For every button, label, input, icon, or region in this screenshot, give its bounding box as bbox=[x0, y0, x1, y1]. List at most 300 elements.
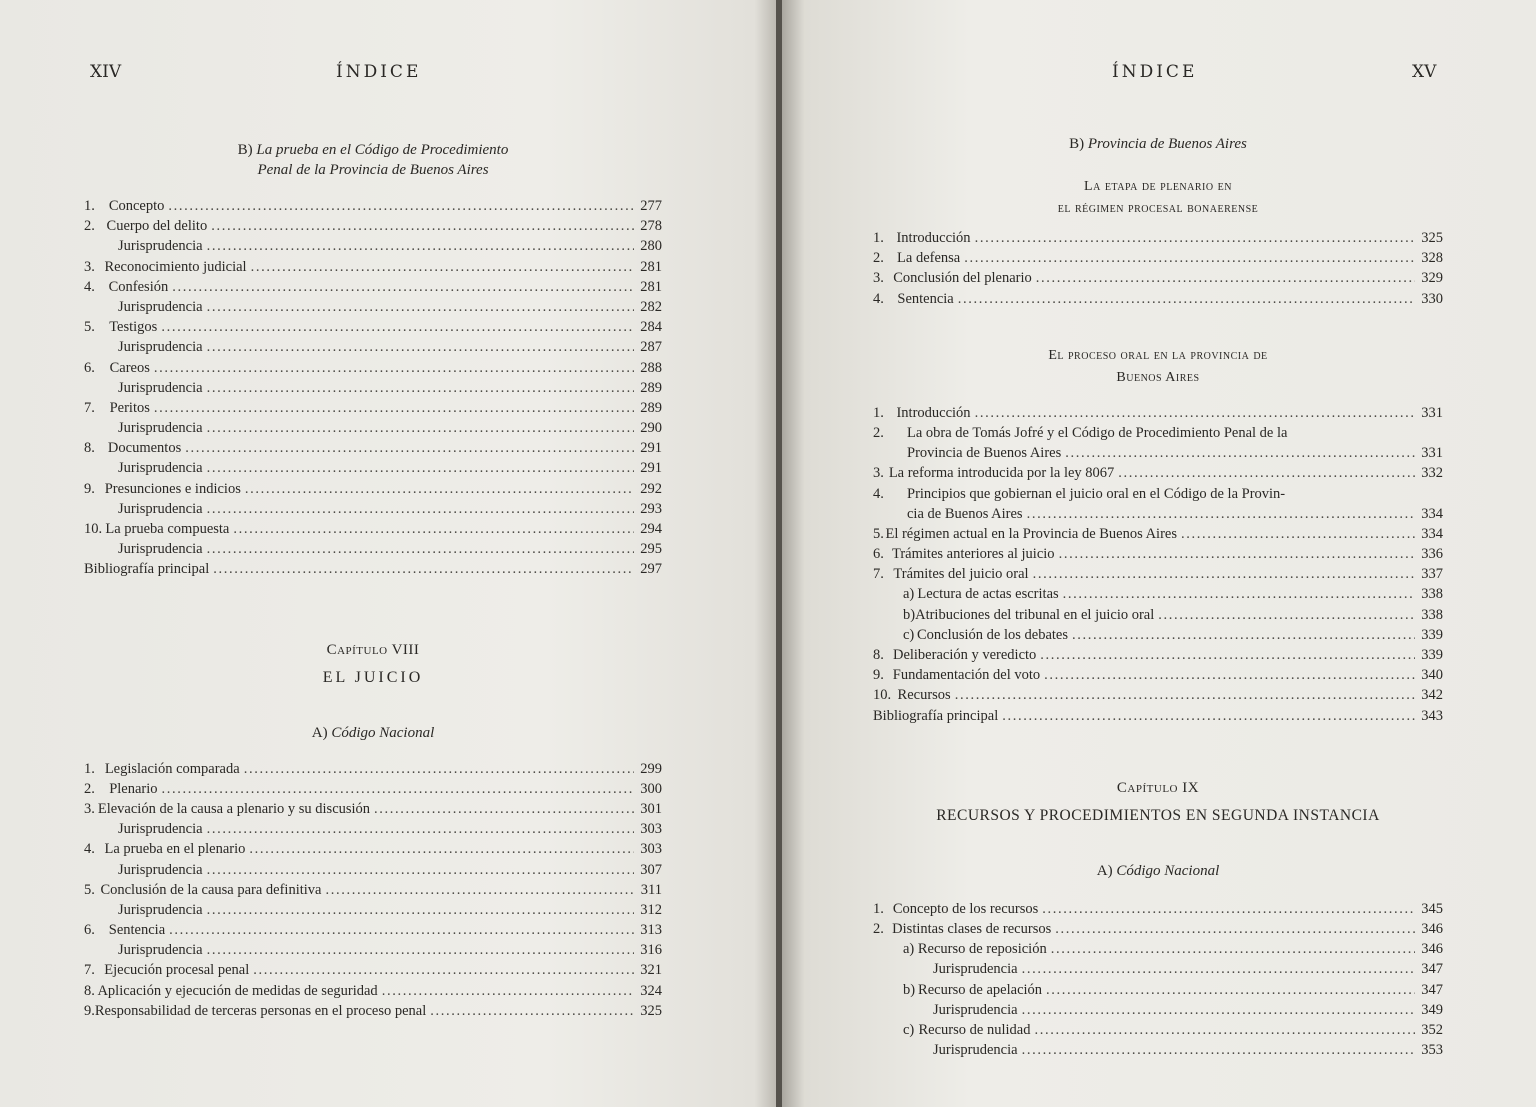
toc-entry-number: 8. bbox=[873, 647, 884, 663]
toc-entry-text: Ejecución procesal penal bbox=[104, 962, 250, 979]
toc-entry-page: 328 bbox=[1421, 250, 1443, 267]
toc-entry-text: Legislación comparada bbox=[104, 760, 240, 777]
toc-entry-text: Jurisprudencia bbox=[118, 460, 203, 477]
toc-entry-number: 9. bbox=[873, 667, 884, 684]
toc-entry-page: 289 bbox=[640, 399, 662, 416]
toc-entry-page: 316 bbox=[640, 942, 662, 959]
toc-entry-text: Documentos bbox=[107, 440, 182, 457]
toc-entry-page: 281 bbox=[640, 258, 662, 275]
leader-dots bbox=[1072, 625, 1415, 645]
toc-entry-text: Jurisprudencia bbox=[118, 339, 203, 356]
toc-entry[interactable] bbox=[873, 919, 1443, 939]
plenario-title-line1: La etapa de plenario en bbox=[1084, 179, 1232, 194]
section-b-toc bbox=[84, 196, 662, 559]
leader-dots bbox=[1118, 463, 1415, 483]
toc-entry[interactable] bbox=[873, 403, 1443, 423]
toc-entry-text: La reforma introducida por la ley 8067 bbox=[888, 465, 1115, 482]
leader-dots bbox=[185, 438, 634, 458]
toc-entry-text: Plenario bbox=[109, 780, 158, 797]
oral-title-line2: Buenos Aires bbox=[1116, 369, 1200, 385]
section-a-toc bbox=[84, 759, 662, 1021]
toc-entry[interactable] bbox=[84, 519, 662, 539]
leader-dots bbox=[1022, 1040, 1415, 1060]
toc-entry[interactable] bbox=[84, 277, 662, 297]
leader-dots bbox=[1033, 564, 1415, 584]
chapter-ix-label: Capítulo IX bbox=[1116, 779, 1200, 796]
toc-entry-number: 5. bbox=[84, 881, 95, 898]
toc-entry-text: Sentencia bbox=[897, 290, 954, 307]
leader-dots bbox=[1059, 544, 1415, 564]
toc-entry[interactable] bbox=[84, 499, 662, 519]
left-running-head: ÍNDICE bbox=[336, 62, 422, 82]
toc-entry-text: Presunciones e indicios bbox=[104, 480, 241, 497]
plenario-title-line2: el régimen procesal bonaerense bbox=[1057, 201, 1259, 216]
toc-entry[interactable] bbox=[873, 1000, 1443, 1020]
toc-entry-page: 331 bbox=[1421, 404, 1443, 421]
toc-entry[interactable] bbox=[84, 960, 662, 980]
left-bibliography bbox=[84, 559, 662, 579]
toc-entry-number: 6. bbox=[873, 546, 884, 563]
toc-entry-number: 4. bbox=[873, 485, 884, 502]
leader-dots bbox=[955, 685, 1415, 705]
toc-entry-text: Conclusión de la causa para definitiva bbox=[100, 881, 322, 898]
toc-entry-number: 9. bbox=[84, 480, 95, 497]
toc-entry-number: b) bbox=[903, 981, 916, 998]
chapter-viii-label: Capítulo VIII bbox=[326, 641, 420, 658]
leader-dots bbox=[169, 920, 634, 940]
toc-entry[interactable] bbox=[84, 799, 662, 819]
toc-entry-page: 284 bbox=[640, 319, 662, 336]
toc-entry-page: 282 bbox=[640, 298, 662, 315]
leader-dots bbox=[233, 519, 634, 539]
leader-dots bbox=[1181, 524, 1415, 544]
leader-dots bbox=[207, 819, 634, 839]
leader-dots bbox=[207, 860, 634, 880]
toc-entry-text: Recurso de reposición bbox=[917, 941, 1047, 958]
toc-entry-text: La obra de Tomás Jofré y el Código de Procedimiento Penal de la bbox=[907, 424, 1288, 441]
toc-entry[interactable] bbox=[873, 1020, 1443, 1040]
toc-entry-number: 2. bbox=[84, 218, 95, 235]
right-section-b-label: B) bbox=[1069, 136, 1085, 152]
toc-entry-text: Careos bbox=[109, 359, 150, 376]
leader-dots bbox=[162, 779, 634, 799]
leader-dots bbox=[213, 559, 634, 579]
leader-dots bbox=[207, 458, 634, 478]
leader-dots bbox=[430, 1001, 634, 1021]
leader-dots bbox=[964, 248, 1415, 268]
toc-entry-page: 334 bbox=[1421, 505, 1443, 522]
toc-entry[interactable] bbox=[84, 257, 662, 277]
toc-entry-page: 347 bbox=[1421, 961, 1443, 978]
toc-entry-text: cia de Buenos Aires bbox=[907, 505, 1023, 522]
leader-dots bbox=[1027, 504, 1415, 524]
toc-entry[interactable] bbox=[84, 940, 662, 960]
toc-entry-text: Fundamentación del voto bbox=[892, 667, 1041, 684]
leader-dots bbox=[207, 236, 634, 256]
toc-entry-number: 6. bbox=[84, 922, 95, 939]
toc-entry-page: 294 bbox=[640, 521, 662, 537]
leader-dots bbox=[207, 378, 634, 398]
toc-entry-text: Confesión bbox=[108, 278, 169, 295]
toc-entry-number: a) bbox=[903, 941, 915, 958]
toc-entry-page: 277 bbox=[640, 198, 662, 214]
leader-dots bbox=[1036, 268, 1415, 288]
toc-entry-page: 345 bbox=[1421, 900, 1443, 917]
toc-entry[interactable] bbox=[873, 685, 1443, 705]
toc-entry-text: Principios que gobiernan el juicio oral en el Código de la Provin- bbox=[907, 485, 1286, 502]
toc-entry[interactable] bbox=[873, 504, 1443, 524]
leader-dots bbox=[1022, 1000, 1415, 1020]
toc-entry-page: 339 bbox=[1421, 647, 1443, 663]
oral-toc bbox=[873, 403, 1443, 706]
toc-entry-page: 291 bbox=[640, 440, 662, 457]
toc-entry-page: 337 bbox=[1421, 566, 1443, 583]
leader-dots bbox=[1022, 959, 1415, 979]
toc-entry-text: Concepto de los recursos bbox=[892, 900, 1039, 917]
toc-entry[interactable] bbox=[873, 939, 1443, 959]
toc-entry-text: Aplicación y ejecución de medidas de seguridad bbox=[97, 982, 378, 999]
toc-entry-page: 343 bbox=[1421, 707, 1443, 724]
toc-entry-page: 330 bbox=[1421, 290, 1443, 307]
leader-dots bbox=[245, 479, 634, 499]
leader-dots bbox=[244, 759, 634, 779]
toc-entry-page: 307 bbox=[640, 861, 662, 878]
toc-entry-number: 2. bbox=[84, 780, 95, 797]
toc-entry-page: 342 bbox=[1421, 687, 1443, 704]
toc-entry-text: La prueba compuesta bbox=[105, 521, 230, 537]
toc-entry[interactable] bbox=[84, 398, 662, 418]
toc-entry-page: 311 bbox=[640, 881, 662, 898]
toc-entry-number: 1. bbox=[873, 404, 884, 421]
leader-dots bbox=[1034, 1020, 1415, 1040]
toc-entry[interactable] bbox=[873, 228, 1443, 248]
right-folio: XV bbox=[1412, 62, 1437, 82]
toc-entry[interactable] bbox=[873, 524, 1443, 544]
toc-entry[interactable] bbox=[84, 236, 662, 256]
toc-entry-text: Bibliografía principal bbox=[873, 707, 999, 724]
toc-entry[interactable] bbox=[873, 1040, 1443, 1060]
toc-entry[interactable] bbox=[84, 358, 662, 378]
toc-entry[interactable] bbox=[84, 438, 662, 458]
left-folio: XIV bbox=[90, 62, 122, 82]
section-a-title bbox=[84, 723, 662, 743]
toc-entry-number: 1. bbox=[873, 900, 884, 917]
toc-entry-text: Jurisprudencia bbox=[118, 420, 203, 437]
toc-entry[interactable] bbox=[84, 337, 662, 357]
toc-entry-number: 4. bbox=[84, 841, 95, 858]
leader-dots bbox=[1063, 584, 1415, 604]
toc-entry-page: 291 bbox=[640, 460, 662, 477]
toc-entry-text: Jurisprudencia bbox=[118, 500, 203, 517]
toc-entry[interactable] bbox=[84, 479, 662, 499]
toc-entry-page: 346 bbox=[1421, 920, 1443, 937]
toc-entry[interactable] bbox=[873, 959, 1443, 979]
toc-entry-number: 3. bbox=[873, 270, 884, 287]
toc-entry-text: Reconocimiento judicial bbox=[104, 258, 247, 275]
toc-entry[interactable] bbox=[84, 1001, 662, 1021]
leader-dots bbox=[207, 499, 634, 519]
toc-entry-number: c) bbox=[903, 626, 915, 643]
toc-entry-page: 336 bbox=[1421, 546, 1443, 563]
toc-entry-page: 332 bbox=[1421, 465, 1443, 482]
leader-dots bbox=[207, 539, 634, 559]
toc-entry-number: 4. bbox=[873, 290, 884, 307]
toc-entry-text: Cuerpo del delito bbox=[106, 218, 208, 235]
toc-entry-number: a) bbox=[903, 586, 915, 603]
toc-entry-number: 5. bbox=[84, 319, 95, 336]
right-section-a-title bbox=[873, 861, 1443, 881]
toc-entry-page: 287 bbox=[640, 339, 662, 356]
toc-entry-number: 10. bbox=[873, 687, 892, 704]
toc-entry[interactable] bbox=[873, 899, 1443, 919]
toc-entry-number: 7. bbox=[84, 399, 95, 416]
toc-entry-page: 293 bbox=[640, 500, 662, 517]
toc-entry-text: Deliberación y veredicto bbox=[892, 647, 1037, 663]
toc-entry[interactable] bbox=[873, 706, 1443, 726]
toc-entry[interactable] bbox=[84, 819, 662, 839]
toc-entry-page: 339 bbox=[1421, 626, 1443, 643]
leader-dots bbox=[1002, 706, 1415, 726]
toc-entry-text: Testigos bbox=[109, 319, 158, 336]
section-b-title bbox=[84, 140, 662, 180]
toc-entry-text: Jurisprudencia bbox=[118, 238, 203, 255]
leader-dots bbox=[1046, 980, 1415, 1000]
leader-dots bbox=[1044, 665, 1415, 685]
toc-entry-number: 1. bbox=[84, 760, 95, 777]
toc-entry[interactable] bbox=[84, 839, 662, 859]
left-column bbox=[84, 140, 662, 1021]
toc-entry[interactable] bbox=[84, 981, 662, 1001]
toc-entry-text: Jurisprudencia bbox=[118, 379, 203, 396]
toc-entry[interactable] bbox=[873, 423, 1443, 443]
toc-entry-number: 7. bbox=[873, 566, 884, 583]
toc-entry-number: 3. bbox=[873, 465, 884, 482]
right-section-a-title-text: Código Nacional bbox=[1116, 862, 1220, 879]
toc-entry-text: Jurisprudencia bbox=[118, 861, 203, 878]
toc-entry-text: Responsabilidad de terceras personas en el proceso penal bbox=[94, 1002, 427, 1019]
right-column bbox=[873, 134, 1443, 1060]
toc-entry-page: 338 bbox=[1421, 586, 1443, 603]
toc-entry-page: 353 bbox=[1421, 1042, 1443, 1059]
toc-entry-page: 300 bbox=[640, 780, 662, 797]
toc-entry-page: 321 bbox=[640, 962, 662, 979]
toc-entry-number: 6. bbox=[84, 359, 95, 376]
toc-entry-text: Distintas clases de recursos bbox=[892, 920, 1052, 937]
oral-title-line1: El proceso oral en la provincia de bbox=[1048, 347, 1268, 363]
toc-entry-page: 340 bbox=[1421, 667, 1443, 684]
section-b-title-line2: Penal de la Provincia de Buenos Aires bbox=[257, 162, 489, 178]
section-b-title-line1: La prueba en el Código de Procedimiento bbox=[256, 142, 509, 158]
section-a-title-text: Código Nacional bbox=[331, 724, 435, 741]
toc-entry[interactable] bbox=[84, 759, 662, 779]
leader-dots bbox=[975, 403, 1415, 423]
toc-entry-text: Jurisprudencia bbox=[118, 901, 203, 918]
toc-entry-number: 7. bbox=[84, 962, 95, 979]
toc-entry-text: Recurso de nulidad bbox=[918, 1021, 1031, 1038]
toc-entry[interactable] bbox=[84, 216, 662, 236]
toc-entry-page: 301 bbox=[640, 800, 662, 817]
toc-entry-page: 329 bbox=[1421, 270, 1443, 287]
toc-entry-number: 5. bbox=[873, 525, 884, 542]
toc-entry[interactable] bbox=[84, 860, 662, 880]
toc-entry-text: Jurisprudencia bbox=[933, 1042, 1018, 1059]
leader-dots bbox=[1158, 605, 1415, 625]
toc-entry-page: 288 bbox=[640, 359, 662, 376]
toc-entry-page: 325 bbox=[640, 1002, 662, 1019]
toc-entry-page: 347 bbox=[1421, 981, 1443, 998]
toc-entry[interactable] bbox=[873, 268, 1443, 288]
leader-dots bbox=[975, 228, 1415, 248]
toc-entry-page: 290 bbox=[640, 420, 662, 437]
toc-entry-text: Jurisprudencia bbox=[118, 942, 203, 959]
toc-entry[interactable] bbox=[84, 900, 662, 920]
toc-entry-page: 346 bbox=[1421, 941, 1443, 958]
toc-entry-page: 352 bbox=[1421, 1021, 1443, 1038]
toc-entry-page: 331 bbox=[1421, 445, 1443, 462]
toc-entry-page: 289 bbox=[640, 379, 662, 396]
oral-title bbox=[873, 345, 1443, 389]
leader-dots bbox=[207, 337, 634, 357]
leader-dots bbox=[1065, 443, 1415, 463]
toc-entry[interactable] bbox=[873, 584, 1443, 604]
toc-entry-number: 10. bbox=[84, 521, 103, 537]
toc-entry-number: 3. bbox=[84, 258, 95, 275]
toc-entry-number: 1. bbox=[84, 198, 95, 214]
toc-entry[interactable] bbox=[84, 297, 662, 317]
toc-entry-page: 303 bbox=[640, 841, 662, 858]
leader-dots bbox=[168, 196, 634, 216]
toc-entry[interactable] bbox=[84, 378, 662, 398]
leader-dots bbox=[207, 297, 634, 317]
toc-entry[interactable] bbox=[873, 463, 1443, 483]
toc-entry[interactable] bbox=[873, 665, 1443, 685]
toc-entry-text: Jurisprudencia bbox=[118, 298, 203, 315]
toc-entry[interactable] bbox=[873, 625, 1443, 645]
toc-entry-text: Sentencia bbox=[108, 922, 166, 939]
toc-entry-number: b) bbox=[903, 606, 916, 623]
toc-entry[interactable] bbox=[84, 880, 662, 900]
right-section-a-label: A) bbox=[1096, 862, 1113, 879]
toc-entry[interactable] bbox=[873, 645, 1443, 665]
right-bibliography bbox=[873, 706, 1443, 726]
toc-entry-number: 4. bbox=[84, 278, 95, 295]
toc-entry-page: 280 bbox=[640, 238, 662, 255]
toc-entry-text: Introducción bbox=[896, 230, 971, 246]
toc-entry[interactable] bbox=[873, 289, 1443, 309]
toc-entry-text: Conclusión del plenario bbox=[893, 270, 1032, 287]
toc-entry-text: Recursos bbox=[897, 687, 951, 704]
leader-dots bbox=[154, 398, 634, 418]
toc-entry-page: 324 bbox=[640, 982, 662, 999]
toc-entry-text: La prueba en el plenario bbox=[104, 841, 246, 858]
toc-entry-text: Concepto bbox=[108, 198, 165, 214]
toc-entry[interactable] bbox=[873, 564, 1443, 584]
toc-entry[interactable] bbox=[84, 418, 662, 438]
section-a-label: A) bbox=[311, 724, 328, 741]
toc-entry[interactable] bbox=[84, 779, 662, 799]
toc-entry-number: c) bbox=[903, 1021, 915, 1038]
leader-dots bbox=[251, 257, 634, 277]
right-section-a-toc bbox=[873, 899, 1443, 1061]
toc-entry[interactable] bbox=[84, 196, 662, 216]
toc-entry[interactable] bbox=[84, 458, 662, 478]
toc-entry-page: 312 bbox=[640, 901, 662, 918]
toc-entry[interactable] bbox=[873, 605, 1443, 625]
right-section-b-title-text: Provincia de Buenos Aires bbox=[1087, 136, 1247, 152]
toc-entry-page: 338 bbox=[1421, 606, 1443, 623]
leader-dots bbox=[326, 880, 635, 900]
toc-entry-number: 2. bbox=[873, 920, 884, 937]
toc-entry[interactable] bbox=[873, 484, 1443, 504]
toc-entry-page: 313 bbox=[640, 922, 662, 939]
leader-dots bbox=[161, 317, 634, 337]
toc-entry-text: Recurso de apelación bbox=[918, 981, 1043, 998]
plenario-title bbox=[873, 176, 1443, 220]
toc-entry[interactable] bbox=[873, 980, 1443, 1000]
toc-entry-number: 2. bbox=[873, 250, 884, 267]
toc-entry-text: Elevación de la causa a plenario y su discusión bbox=[97, 800, 371, 817]
chapter-viii-name: EL JUICIO bbox=[322, 668, 424, 686]
toc-entry-page: 303 bbox=[640, 821, 662, 838]
leader-dots bbox=[1055, 919, 1415, 939]
toc-entry-text: Jurisprudencia bbox=[118, 821, 203, 838]
toc-entry-text: Atribuciones del tribunal en el juicio oral bbox=[915, 606, 1155, 623]
toc-entry[interactable] bbox=[84, 920, 662, 940]
toc-entry-page: 278 bbox=[640, 218, 662, 235]
toc-entry-text: Jurisprudencia bbox=[933, 1001, 1018, 1018]
toc-entry-text: Conclusión de los debates bbox=[916, 626, 1069, 643]
toc-entry-text: La defensa bbox=[897, 250, 961, 267]
leader-dots bbox=[1051, 939, 1415, 959]
toc-entry-text: Introducción bbox=[896, 404, 971, 421]
toc-entry-page: 292 bbox=[640, 480, 662, 497]
toc-entry[interactable] bbox=[84, 559, 662, 579]
toc-entry-page: 297 bbox=[640, 561, 662, 578]
toc-entry-page: 281 bbox=[640, 278, 662, 295]
toc-entry-text: Lectura de actas escritas bbox=[917, 586, 1059, 603]
toc-entry-text: Jurisprudencia bbox=[933, 961, 1018, 978]
toc-entry-text: Provincia de Buenos Aires bbox=[907, 445, 1062, 462]
toc-entry-text: Trámites anteriores al juicio bbox=[892, 546, 1055, 563]
toc-entry-page: 334 bbox=[1421, 525, 1443, 542]
right-running-head: ÍNDICE bbox=[1112, 62, 1198, 82]
leader-dots bbox=[382, 981, 634, 1001]
leader-dots bbox=[172, 277, 634, 297]
toc-entry-number: 1. bbox=[873, 230, 884, 246]
toc-entry-number: 3. bbox=[84, 800, 95, 817]
toc-entry[interactable] bbox=[84, 317, 662, 337]
toc-entry-page: 349 bbox=[1421, 1001, 1443, 1018]
leader-dots bbox=[1042, 899, 1415, 919]
leader-dots bbox=[374, 799, 634, 819]
toc-entry-text: Bibliografía principal bbox=[84, 561, 210, 578]
toc-entry[interactable] bbox=[873, 248, 1443, 268]
toc-entry-page: 325 bbox=[1421, 230, 1443, 246]
section-b-label: B) bbox=[237, 142, 253, 158]
leader-dots bbox=[1040, 645, 1415, 665]
toc-entry-text: El régimen actual en la Provincia de Buenos Aires bbox=[885, 525, 1177, 542]
toc-entry[interactable] bbox=[873, 443, 1443, 463]
toc-entry[interactable] bbox=[84, 539, 662, 559]
toc-entry-text: Peritos bbox=[109, 399, 150, 416]
toc-entry[interactable] bbox=[873, 544, 1443, 564]
leader-dots bbox=[207, 900, 634, 920]
leader-dots bbox=[958, 289, 1415, 309]
toc-entry-number: 9. bbox=[84, 1002, 95, 1019]
leader-dots bbox=[211, 216, 634, 236]
leader-dots bbox=[207, 418, 634, 438]
toc-entry-page: 299 bbox=[640, 760, 662, 777]
